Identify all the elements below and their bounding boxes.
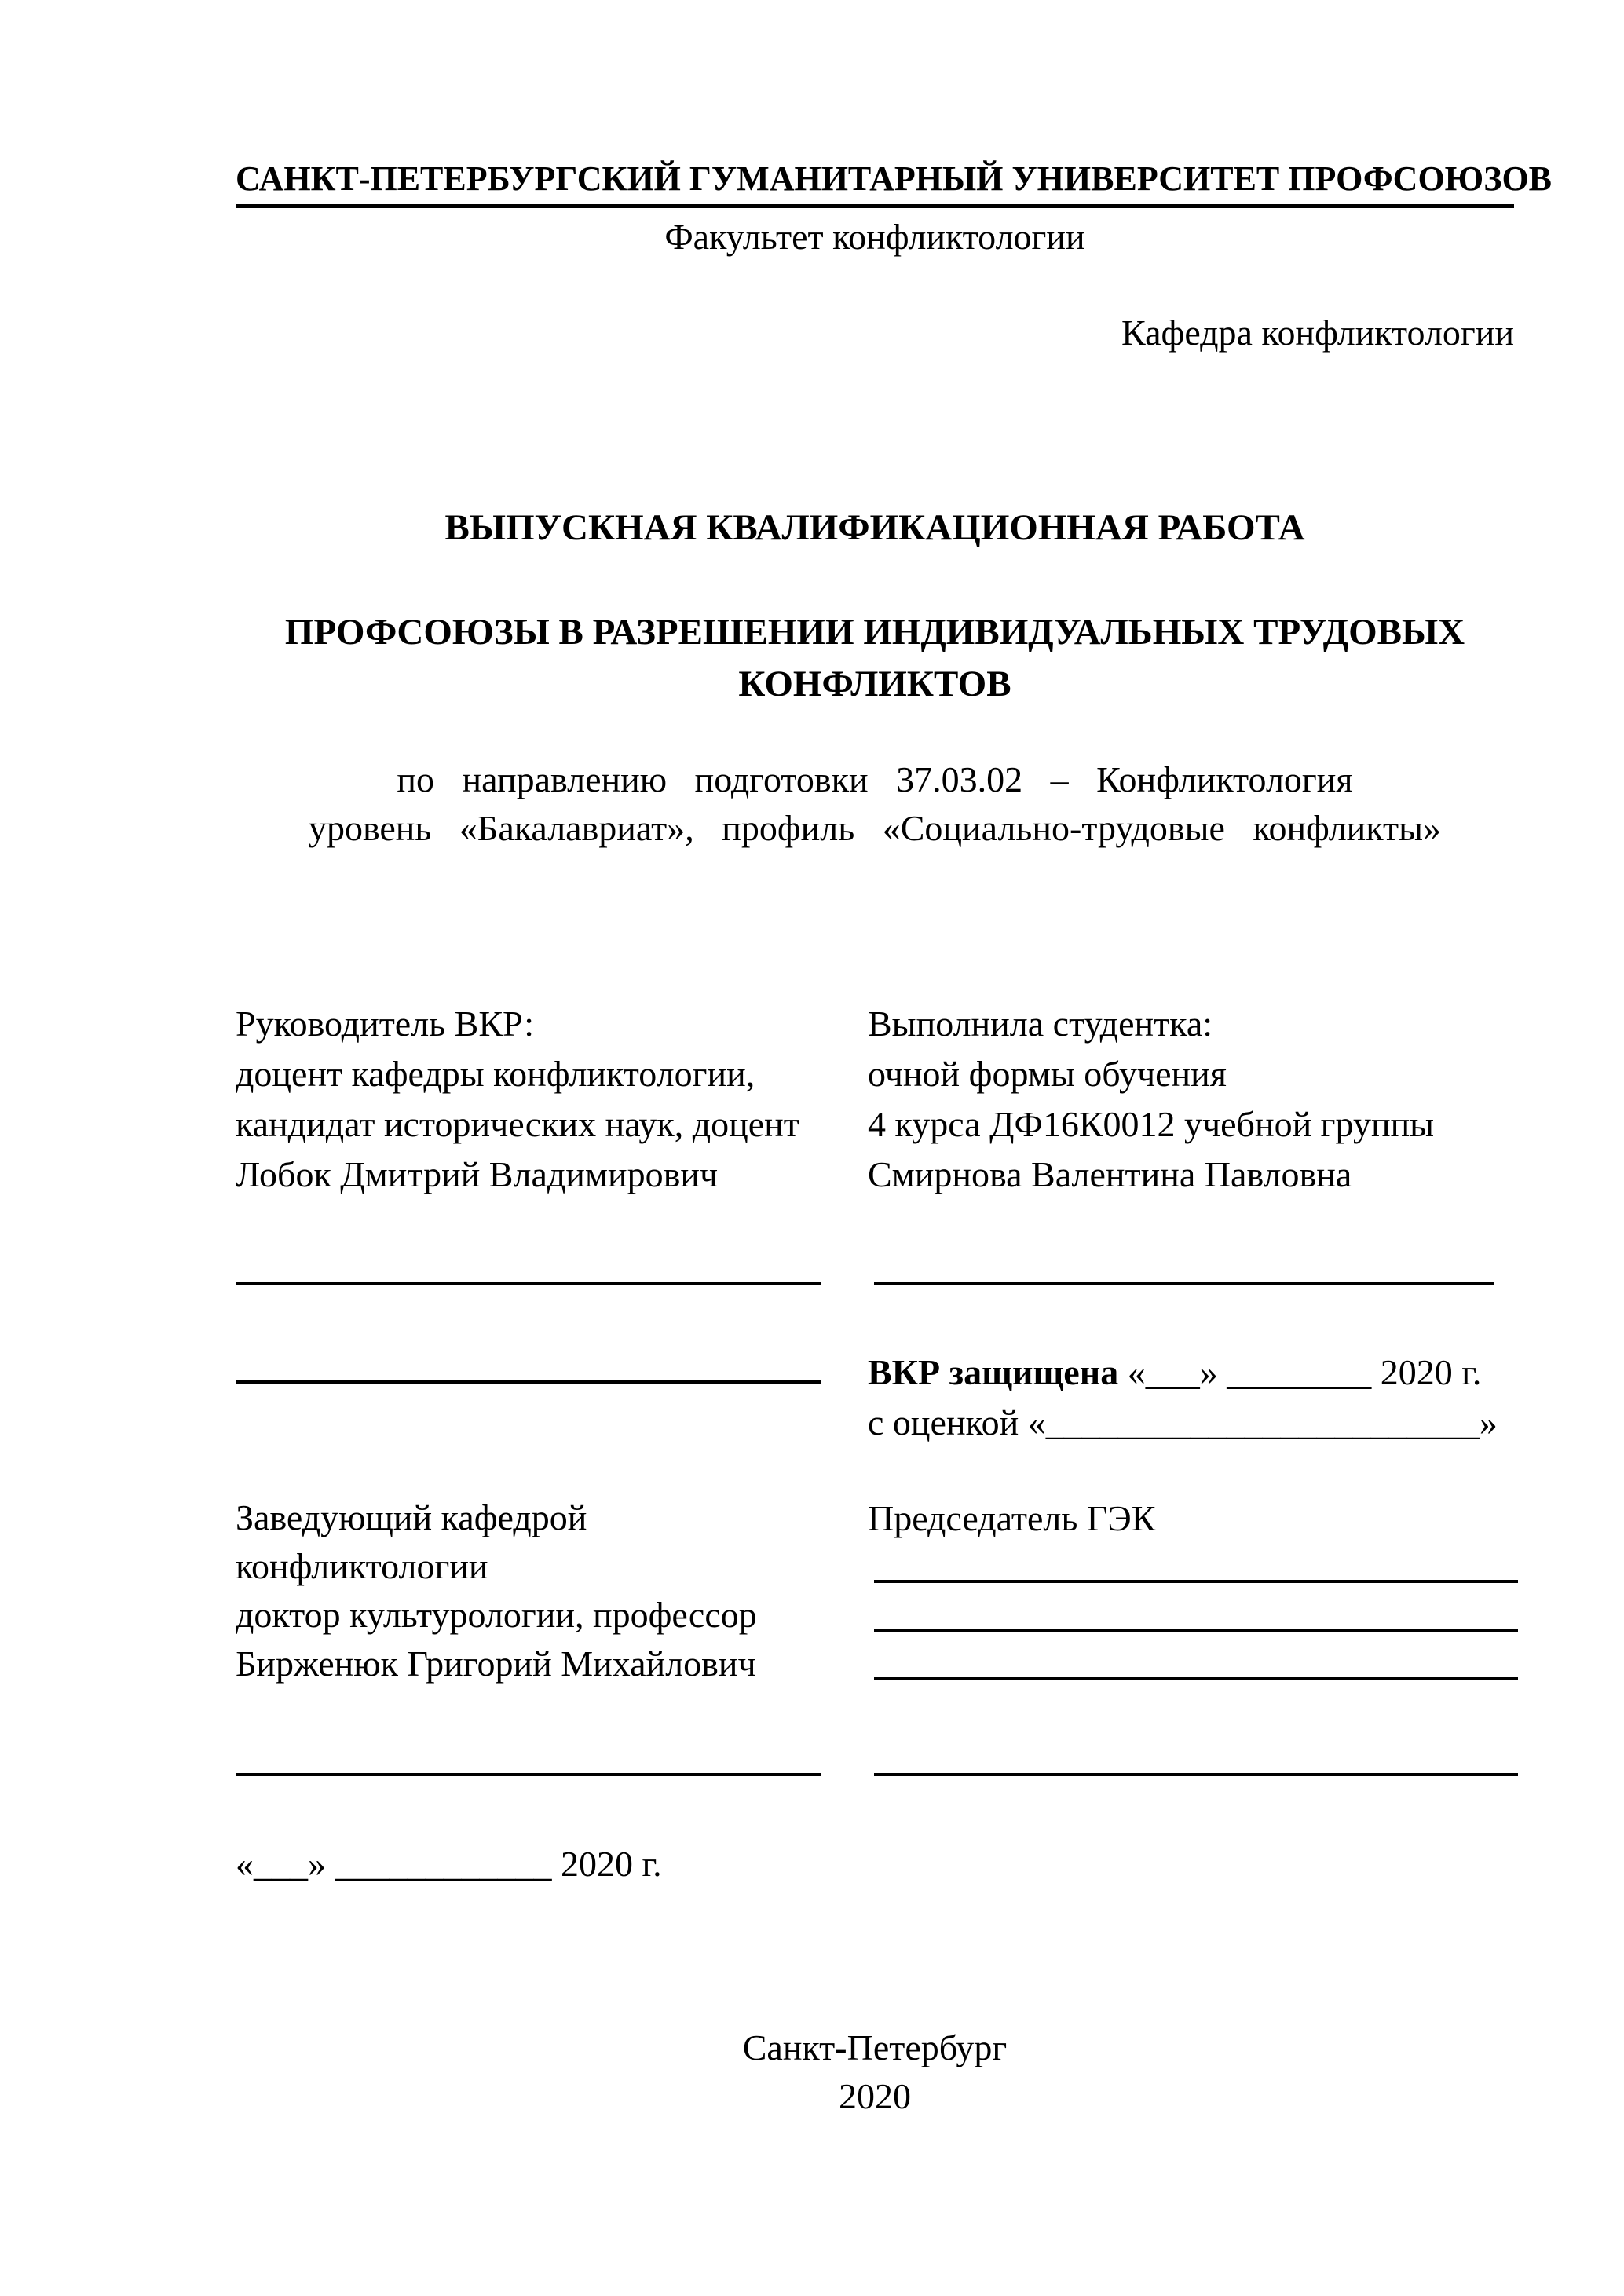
head-signature-line (236, 1773, 821, 1776)
head-of-department-title: Заведующий кафедрой (236, 1497, 587, 1537)
supervisor-label: Руководитель ВКР: (236, 1004, 535, 1044)
supervisor-name: Лобок Дмитрий Владимирович (236, 1154, 719, 1194)
faculty-name: Факультет конфликтологии (664, 217, 1085, 257)
supervisor-signature-line (236, 1282, 821, 1285)
footer-block (236, 2024, 1514, 2121)
chairman-signature-line-3 (874, 1677, 1518, 1680)
department-name: Кафедра конфликтологии (1121, 313, 1514, 353)
supervisor-position: доцент кафедры конфликтологии, (236, 1054, 755, 1094)
defense-date-line (868, 1347, 1527, 1398)
program-direction: по направлению подготовки 37.03.02 – Конфликтология (397, 759, 1353, 799)
footer-city: Санкт-Петербург (742, 2027, 1008, 2067)
student-name: Смирнова Валентина Павловна (868, 1154, 1352, 1194)
head-of-department-block (236, 1493, 856, 1688)
work-subject-line2: КОНФЛИКТОВ (738, 664, 1011, 704)
student-signature-line (874, 1282, 1494, 1285)
student-label: Выполнила студентка: (868, 1004, 1213, 1044)
defense-defended-label: ВКР защищена (868, 1352, 1119, 1392)
chairman-signature-line-4 (874, 1773, 1518, 1776)
work-subject-title (236, 606, 1514, 710)
student-study-form: очной формы обучения (868, 1054, 1227, 1094)
approval-date-line: «___» ____________ 2020 г. (236, 1844, 662, 1884)
supervisor-block (236, 999, 856, 1200)
work-subject-line1: ПРОФСОЮЗЫ В РАЗРЕШЕНИИ ИНДИВИДУАЛЬНЫХ ТРУДОВЫХ (284, 612, 1465, 653)
defense-grade-line: с оценкой «________________________» (868, 1402, 1498, 1442)
program-info (236, 755, 1514, 853)
defense-date-blank: «___» ________ 2020 г. (1118, 1352, 1482, 1392)
footer-year: 2020 (839, 2076, 911, 2116)
work-type-title: ВЫПУСКНАЯ КВАЛИФИКАЦИОННАЯ РАБОТА (444, 507, 1305, 548)
chairman-signature-line-1 (874, 1580, 1518, 1583)
chairman-signature-line-2 (874, 1629, 1518, 1632)
head-of-department-name: Бирженюк Григорий Михайлович (236, 1643, 756, 1684)
student-block (868, 999, 1527, 1200)
supervisor-degree: кандидат исторических наук, доцент (236, 1104, 799, 1144)
student-group: 4 курса ДФ16К0012 учебной группы (868, 1104, 1435, 1144)
head-of-department-degree: доктор культурологии, профессор (236, 1595, 757, 1635)
committee-chairman-label: Председатель ГЭК (868, 1498, 1156, 1538)
university-name: САНКТ-ПЕТЕРБУРГСКИЙ ГУМАНИТАРНЫЙ УНИВЕРСИТЕТ ПРОФСОЮЗОВ (236, 154, 1514, 208)
head-of-department-chair: конфликтологии (236, 1546, 488, 1586)
supervisor-signature-line-2 (236, 1380, 821, 1384)
program-level: уровень «Бакалавриат», профиль «Социально-трудовые конфликты» (308, 808, 1442, 848)
